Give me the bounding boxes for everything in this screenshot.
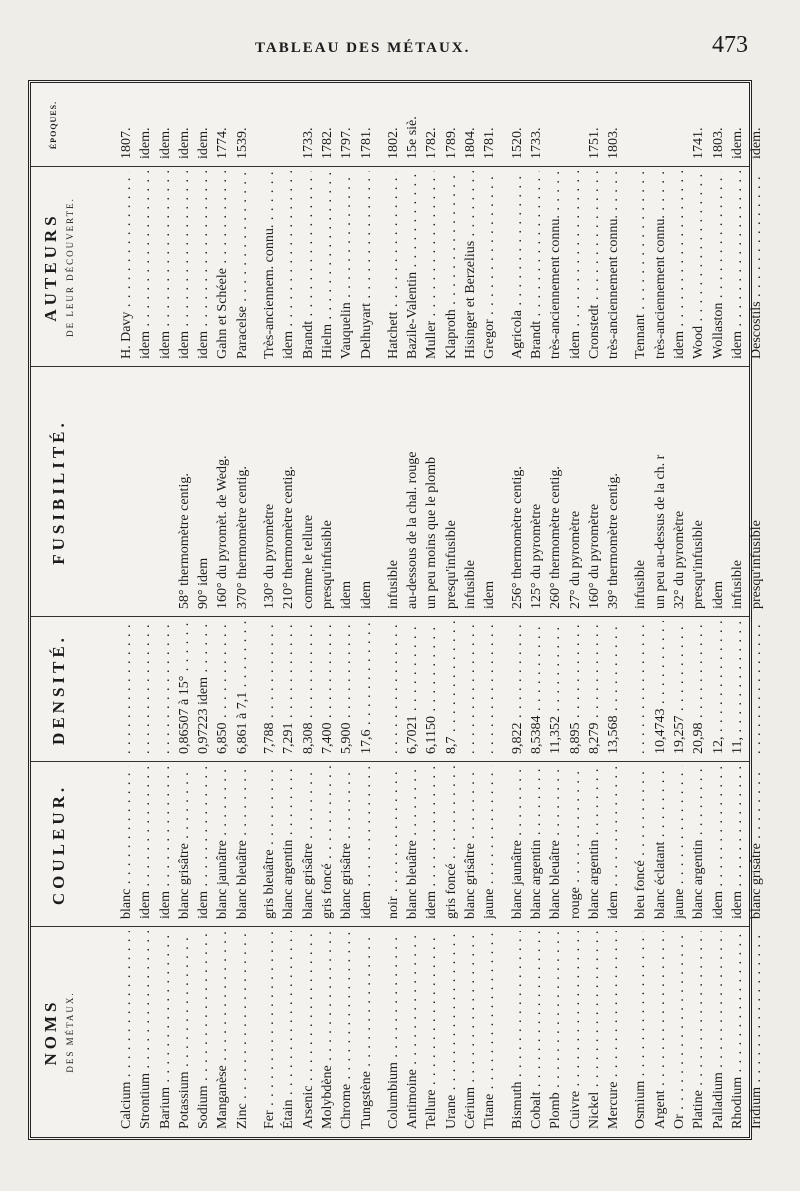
cell-densite — [747, 621, 766, 754]
cell-epoque: 1774. — [215, 127, 231, 159]
row-group-gap — [500, 171, 508, 359]
cell-nom: Tellure . . . — [422, 931, 441, 1129]
cell-densite — [480, 621, 499, 754]
cell-nom: Molybdène . . . — [318, 931, 337, 1129]
cell-fusibilite: 370° thermomètre centig. — [234, 466, 250, 609]
cell-auteur: Bazile-Valentin . . . — [403, 171, 422, 359]
cell-densite: 10,4743 . . . — [651, 621, 670, 754]
cell-fusibilite: idem — [339, 581, 355, 609]
divider-5 — [31, 166, 749, 167]
cell-epoque: 1539. — [234, 127, 250, 159]
cell-fusibilite: 90° idem — [196, 557, 212, 609]
cell-auteur: Hisinger et Berzelius . . . — [461, 171, 480, 359]
cell-epoque: 1781. — [482, 127, 498, 159]
cell-fusibilite: 160° du pyromètre — [586, 503, 602, 609]
cell-couleur: idem . . . — [156, 766, 175, 919]
row-group-gap — [376, 171, 384, 359]
cell-auteur: Agricola . . . — [508, 171, 527, 359]
cell-nom: Cérium . . . — [461, 931, 480, 1129]
row-group-gap — [252, 621, 260, 754]
cell-densite — [156, 621, 175, 754]
densite-list — [117, 621, 767, 754]
cell-fusibilite: 260° thermomètre centig. — [548, 466, 564, 609]
cell-densite: 11, . . . — [728, 621, 747, 754]
fusibilite-list — [117, 371, 767, 609]
cell-epoque — [651, 87, 670, 159]
cell-densite: 11,352 . . . — [546, 621, 565, 754]
cell-densite — [461, 621, 480, 754]
cell-nom: Potassium . . . — [175, 931, 194, 1129]
cell-densite: 17,6 . . . — [357, 621, 376, 754]
cell-couleur: idem . . . — [709, 766, 728, 919]
cell-densite: 6,7021 . . . — [403, 621, 422, 754]
cell-densite: 9,822 . . . — [508, 621, 527, 754]
cell-couleur: idem . . . — [422, 766, 441, 919]
cell-couleur: blanc grisâtre . . . — [299, 766, 318, 919]
cell-epoque: idem. — [196, 127, 212, 159]
cell-fusibilite: 256° thermomètre centig. — [509, 466, 525, 609]
noms-list — [117, 931, 767, 1129]
cell-auteur: Muller . . . — [422, 171, 441, 359]
cell-nom: Rhodium . . . — [728, 931, 747, 1129]
column-couleur — [31, 762, 765, 927]
cell-densite: 0,97223 idem . . . — [194, 621, 213, 754]
cell-auteur: très-anciennement connu. . . . — [604, 171, 623, 359]
cell-auteur: Gregor . . . — [480, 171, 499, 359]
cell-couleur: blanc . . . — [117, 766, 136, 919]
cell-auteur: Descostils . . . — [747, 171, 766, 359]
cell-nom: Mercure . . . — [604, 931, 623, 1129]
cell-densite — [117, 621, 136, 754]
column-header-couleur — [41, 762, 115, 927]
cell-epoque: 1781. — [358, 127, 374, 159]
cell-densite — [384, 621, 403, 754]
cell-auteur: très-anciennement connu. . . . — [546, 171, 565, 359]
column-auteurs — [31, 167, 765, 367]
cell-fusibilite: infusible — [633, 560, 649, 609]
column-fusibilite — [31, 367, 765, 617]
cell-epoque: 1733. — [300, 127, 316, 159]
cell-densite: 19,257 . . . — [670, 621, 689, 754]
cell-epoque — [670, 87, 689, 159]
row-group-gap — [376, 87, 384, 159]
cell-densite: 20,98 . . . — [689, 621, 708, 754]
cell-couleur: blanc argentin . . . — [527, 766, 546, 919]
cell-nom: Fer . . . — [260, 931, 279, 1129]
cell-auteur: Hielm . . . — [318, 171, 337, 359]
header-auteurs-subtitle: DE LEUR DÉCOUVERTE. — [65, 197, 75, 337]
cell-nom: Cuivre . . . — [566, 931, 585, 1129]
cell-densite: 8,895 . . . — [566, 621, 585, 754]
cell-fusibilite — [136, 371, 155, 609]
cell-fusibilite: 130° du pyromètre — [262, 503, 278, 609]
cell-couleur: idem . . . — [194, 766, 213, 919]
running-title: TABLEAU DES MÉTAUX. — [255, 40, 471, 56]
cell-auteur: Brandt . . . — [299, 171, 318, 359]
cell-nom: Nickel . . . — [585, 931, 604, 1129]
cell-couleur: rouge . . . — [566, 766, 585, 919]
cell-fusibilite: un peu moins que le plomb — [424, 456, 440, 609]
header-densite-title: DENSITÉ. — [49, 634, 68, 745]
cell-fusibilite: presqu'infusible — [319, 520, 335, 609]
cell-nom: Étain . . . — [279, 931, 298, 1129]
cell-couleur: blanc grisâtre . . . — [175, 766, 194, 919]
row-group-gap — [500, 371, 508, 609]
cell-fusibilite: 160° du pyromèt. de Wedg. — [215, 455, 231, 609]
cell-auteur: Hatchett . . . — [384, 171, 403, 359]
cell-auteur: idem . . . — [175, 171, 194, 359]
cell-couleur: jaune . . . — [670, 766, 689, 919]
cell-auteur: Wollaston . . . — [709, 171, 728, 359]
cell-fusibilite: idem — [358, 581, 374, 609]
cell-fusibilite: 210° thermomètre centig. — [281, 466, 297, 609]
header-couleur-title: COULEUR. — [49, 783, 68, 906]
cell-epoque: 1803. — [606, 127, 622, 159]
row-group-gap — [252, 931, 260, 1129]
row-group-gap — [500, 766, 508, 919]
cell-epoque: idem. — [157, 127, 173, 159]
cell-auteur: idem . . . — [194, 171, 213, 359]
column-header-epoques — [41, 83, 115, 167]
cell-densite — [631, 621, 650, 754]
cell-fusibilite: 32° du pyromètre — [672, 510, 688, 609]
divider-4 — [31, 366, 749, 367]
row-group-gap — [500, 621, 508, 754]
cell-auteur: très-anciennement connu. . . . — [651, 171, 670, 359]
cell-couleur: idem . . . — [728, 766, 747, 919]
cell-auteur: idem . . . — [136, 171, 155, 359]
page-header — [0, 32, 800, 66]
cell-auteur: idem . . . — [670, 171, 689, 359]
row-group-gap — [376, 621, 384, 754]
cell-epoque: 1789. — [443, 127, 459, 159]
cell-densite: 7,788 . . . — [260, 621, 279, 754]
row-group-gap — [623, 931, 631, 1129]
cell-densite: 6,850 . . . — [213, 621, 232, 754]
row-group-gap — [376, 371, 384, 609]
row-group-gap — [252, 371, 260, 609]
cell-auteur: Paracelse . . . — [233, 171, 252, 359]
cell-auteur: Klaproth . . . — [442, 171, 461, 359]
metals-table — [28, 80, 765, 1140]
cell-couleur: blanc grisâtre . . . — [337, 766, 356, 919]
cell-nom: Tungstène . . . — [357, 931, 376, 1129]
cell-epoque: 1520. — [509, 127, 525, 159]
cell-auteur: Tennant . . . — [631, 171, 650, 359]
column-noms — [31, 927, 765, 1137]
header-epoques-title: ÉPOQUES. — [49, 100, 58, 150]
cell-fusibilite: un peu au-dessus de la ch. r — [652, 454, 668, 609]
cell-couleur: blanc argentin . . . — [689, 766, 708, 919]
cell-fusibilite: presqu'infusible — [443, 520, 459, 609]
column-header-noms — [41, 927, 107, 1137]
page-number: 473 — [712, 32, 748, 58]
row-group-gap — [623, 171, 631, 359]
cell-auteur: idem . . . — [156, 171, 175, 359]
cell-epoque — [566, 87, 585, 159]
cell-densite: 12, . . . — [709, 621, 728, 754]
header-fusibilite-title: FUSIBILITÉ. — [49, 419, 68, 565]
cell-epoque: 1802. — [385, 127, 401, 159]
column-header-densite — [41, 617, 115, 762]
cell-fusibilite: idem — [482, 581, 498, 609]
cell-couleur: bleu foncé . . . — [631, 766, 650, 919]
cell-epoque: 1733. — [528, 127, 544, 159]
cell-auteur: idem . . . — [279, 171, 298, 359]
cell-couleur: blanc bleuâtre . . . — [233, 766, 252, 919]
column-densite — [31, 617, 749, 762]
cell-nom: Columbium . . . — [384, 931, 403, 1129]
cell-epoque: idem. — [749, 127, 765, 159]
cell-fusibilite: presqu'infusible — [691, 520, 707, 609]
cell-nom: Bismuth . . . — [508, 931, 527, 1129]
row-group-gap — [376, 766, 384, 919]
row-group-gap — [623, 87, 631, 159]
cell-auteur: Delhuyart . . . — [357, 171, 376, 359]
cell-auteur: Vauquelin . . . — [337, 171, 356, 359]
cell-couleur: blanc éclatant . . . — [651, 766, 670, 919]
cell-auteur: idem . . . — [728, 171, 747, 359]
row-group-gap — [252, 87, 260, 159]
cell-couleur: gris foncé . . . — [442, 766, 461, 919]
cell-nom: Antimoine . . . — [403, 931, 422, 1129]
cell-nom: Titane . . . — [480, 931, 499, 1129]
divider-3 — [31, 616, 749, 617]
divider-1 — [31, 926, 749, 927]
cell-fusibilite: presqu'infusible — [749, 520, 765, 609]
cell-epoque: 15e siè. — [405, 116, 421, 159]
cell-couleur: gris bleuâtre . . . — [260, 766, 279, 919]
cell-densite: 8,7 . . . — [442, 621, 461, 754]
cell-epoque: 1807. — [119, 127, 134, 159]
cell-densite: 6,861 à 7,1 . . . — [233, 621, 252, 754]
row-group-gap — [623, 766, 631, 919]
row-group-gap — [623, 371, 631, 609]
cell-couleur: blanc argentin . . . — [279, 766, 298, 919]
cell-couleur: blanc argentin . . . — [585, 766, 604, 919]
cell-densite: 8,279 . . . — [585, 621, 604, 754]
column-epoques — [31, 83, 765, 167]
cell-nom: Sodium . . . — [194, 931, 213, 1129]
cell-epoque — [546, 87, 565, 159]
cell-fusibilite — [156, 371, 175, 609]
cell-auteur: Cronstedt . . . — [585, 171, 604, 359]
cell-couleur: idem . . . — [136, 766, 155, 919]
row-group-gap — [252, 766, 260, 919]
cell-nom: Barium . . . — [156, 931, 175, 1129]
cell-nom: Iridium . . . — [747, 931, 766, 1129]
cell-densite: 8,5384 . . . — [527, 621, 546, 754]
cell-couleur: idem . . . — [357, 766, 376, 919]
rotated-table-body — [31, 83, 765, 1137]
cell-nom: Chrome . . . — [337, 931, 356, 1129]
cell-couleur: blanc bleuâtre . . . — [546, 766, 565, 919]
cell-densite — [136, 621, 155, 754]
cell-epoque: 1804. — [463, 127, 479, 159]
cell-epoque: 1782. — [319, 127, 335, 159]
cell-couleur: blanc bleuâtre . . . — [403, 766, 422, 919]
header-noms-subtitle: DES MÉTAUX. — [65, 991, 75, 1073]
epoques-list — [117, 87, 767, 159]
cell-densite: 8,308 . . . — [299, 621, 318, 754]
cell-auteur: Brandt . . . — [527, 171, 546, 359]
cell-densite: 7,291 . . . — [279, 621, 298, 754]
cell-densite: 6,1150 . . . — [422, 621, 441, 754]
cell-nom: Zinc . . . — [233, 931, 252, 1129]
cell-epoque: 1741. — [691, 127, 707, 159]
cell-fusibilite: 58° thermomètre centig. — [176, 473, 192, 609]
column-header-auteurs — [41, 167, 107, 367]
cell-nom: Palladium . . . — [709, 931, 728, 1129]
couleur-list — [117, 766, 767, 919]
header-auteurs-title: AUTEURS — [41, 212, 60, 322]
cell-auteur: H. Davy . . . — [117, 171, 136, 359]
row-group-gap — [623, 621, 631, 754]
cell-nom: Strontium . . . — [136, 931, 155, 1129]
cell-densite: 5,900 . . . — [337, 621, 356, 754]
cell-nom: Osmium . . . — [631, 931, 650, 1129]
cell-auteur: Gahn et Schéele . . . — [213, 171, 232, 359]
cell-nom: Argent . . . — [651, 931, 670, 1129]
cell-epoque: 1803. — [710, 127, 726, 159]
cell-nom: Manganèse . . . — [213, 931, 232, 1129]
cell-couleur: blanc jaunâtre . . . — [508, 766, 527, 919]
cell-fusibilite: infusible — [463, 560, 479, 609]
cell-couleur: blanc grisâtre . . . — [461, 766, 480, 919]
cell-auteur: Très-anciennem. connu. . . . — [260, 171, 279, 359]
cell-fusibilite: 125° du pyromètre — [528, 503, 544, 609]
cell-couleur: gris foncé . . . — [318, 766, 337, 919]
row-group-gap — [500, 87, 508, 159]
cell-auteur: Wood . . . — [689, 171, 708, 359]
cell-couleur: blanc grisâtre . . . — [747, 766, 766, 919]
cell-nom: Platine . . . — [689, 931, 708, 1129]
cell-couleur: jaune . . . — [480, 766, 499, 919]
cell-epoque — [631, 87, 650, 159]
header-noms-title: NOMS — [41, 998, 60, 1066]
cell-fusibilite — [117, 371, 136, 609]
auteurs-list — [117, 171, 767, 359]
cell-couleur: blanc jaunâtre . . . — [213, 766, 232, 919]
cell-nom: Cobalt . . . — [527, 931, 546, 1129]
column-header-fusibilite — [41, 367, 115, 617]
cell-fusibilite: idem — [710, 581, 726, 609]
cell-fusibilite: 27° du pyromètre — [567, 510, 583, 609]
cell-epoque — [260, 87, 279, 159]
cell-epoque: idem. — [138, 127, 154, 159]
cell-densite: 7,400 . . . — [318, 621, 337, 754]
cell-fusibilite: comme le tellure — [300, 514, 316, 609]
cell-nom: Calcium . . . — [117, 931, 136, 1129]
cell-auteur: idem . . . — [566, 171, 585, 359]
cell-fusibilite: au-dessous de la chal. rouge — [405, 451, 421, 609]
cell-epoque: 1782. — [424, 127, 440, 159]
cell-nom: Urane . . . — [442, 931, 461, 1129]
row-group-gap — [376, 931, 384, 1129]
cell-nom: Or . . . — [670, 931, 689, 1129]
cell-fusibilite: 39° thermomètre centig. — [606, 473, 622, 609]
cell-nom: Arsenic . . . — [299, 931, 318, 1129]
cell-couleur: idem . . . — [604, 766, 623, 919]
cell-epoque: idem. — [729, 127, 745, 159]
cell-densite: 0,86507 à 15° . . . — [175, 621, 194, 754]
cell-epoque: idem. — [176, 127, 192, 159]
cell-couleur: noir . . . — [384, 766, 403, 919]
cell-epoque: 1797. — [339, 127, 355, 159]
row-group-gap — [500, 931, 508, 1129]
divider-2 — [31, 761, 749, 762]
cell-epoque — [279, 87, 298, 159]
cell-nom: Plomb . . . — [546, 931, 565, 1129]
cell-fusibilite: infusible — [729, 560, 745, 609]
cell-fusibilite: infusible — [385, 560, 401, 609]
cell-epoque: 1751. — [586, 127, 602, 159]
row-group-gap — [252, 171, 260, 359]
cell-densite: 13,568 . . . — [604, 621, 623, 754]
